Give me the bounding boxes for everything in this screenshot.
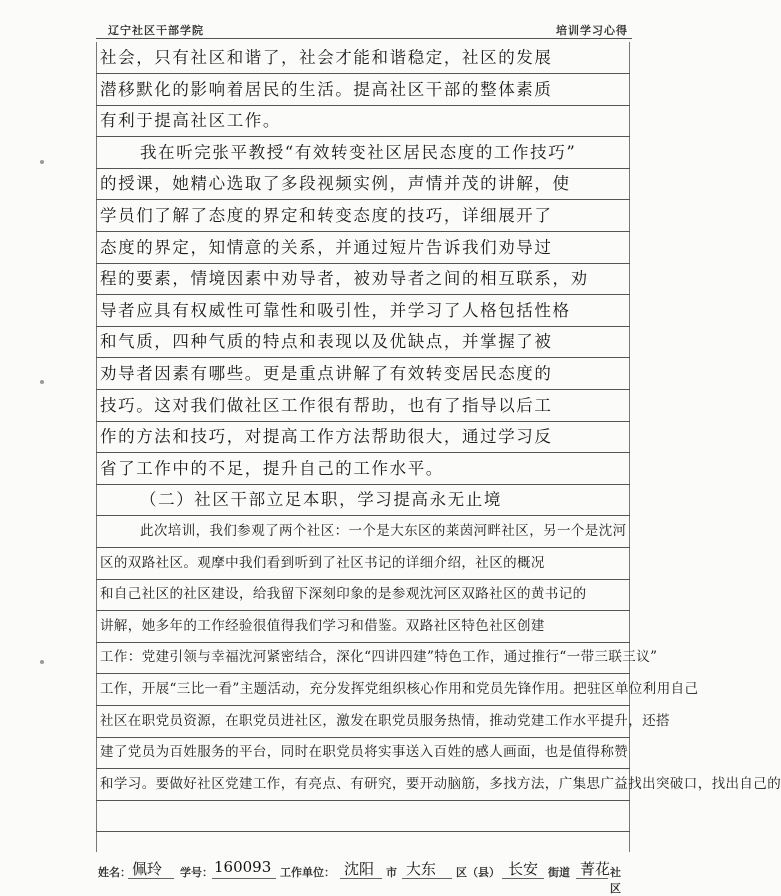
handwritten-line: 讲解，她多年的工作经验很值得我们学习和借鉴。双路社区特色社区创建 bbox=[100, 617, 545, 634]
handwritten-line: 的授课，她精心选取了多段视频实例，声情并茂的讲解，使 bbox=[100, 174, 571, 194]
handwritten-line: （二）社区干部立足本职，学习提高永无止境 bbox=[140, 490, 502, 510]
district-underline bbox=[402, 878, 452, 879]
handwritten-line: 社区在职党员资源，在职党员进社区，激发在职党员服务热情，推动党建工作水平提升，还搭 bbox=[100, 712, 670, 729]
handwritten-line: 技巧。这对我们做社区工作很有帮助，也有了指导以后工 bbox=[100, 395, 553, 415]
student-id-value: 160093 bbox=[214, 858, 272, 876]
handwritten-line: 导者应具有权威性可靠性和吸引性，并学习了人格包括性格 bbox=[100, 300, 571, 320]
street-suffix: 街道 bbox=[548, 866, 570, 879]
student-info-footer bbox=[96, 858, 630, 895]
community-underline bbox=[576, 878, 608, 879]
binding-hole-mark bbox=[40, 660, 44, 664]
handwritten-line: 和学习。要做好社区党建工作，有亮点、有研究，要开动脑筋，多找方法，广集思广益找出突破口，找出自己的 bbox=[100, 775, 781, 792]
institution-title: 辽宁社区干部学院 bbox=[108, 24, 204, 37]
handwritten-line: 工作，开展“三比一看”主题活动，充分发挥党组织核心作用和党员先锋作用。把驻区单位利用自己 bbox=[100, 681, 699, 697]
handwritten-line: 社会，只有社区和谐了，社会才能和谐稳定，社区的发展 bbox=[100, 48, 553, 67]
handwritten-line: 态度的界定，知情意的关系，并通过短片告诉我们劝导过 bbox=[100, 237, 553, 257]
handwritten-line: 有利于提高社区工作。 bbox=[100, 111, 281, 131]
handwritten-line: 工作：党建引领与幸福沈河紧密结合，深化“四讲四建”特色工作，通过推行“一带三联三议” bbox=[100, 649, 658, 666]
handwritten-line: 程的要素，情境因素中劝导者，被劝导者之间的相互联系，劝 bbox=[100, 269, 589, 289]
community-suffix: 社区 bbox=[610, 866, 621, 895]
handwritten-line: 和气质，四种气质的特点和表现以及优缺点，并掌握了被 bbox=[100, 332, 553, 352]
student-id-label: 学号： bbox=[180, 866, 213, 879]
header-rule bbox=[96, 38, 632, 39]
street-underline bbox=[502, 878, 544, 879]
handwritten-line: 作的方法和技巧，对提高工作方法帮助很大，通过学习反 bbox=[100, 427, 553, 447]
binding-hole-mark bbox=[40, 160, 44, 164]
name-underline bbox=[128, 878, 174, 879]
page-header bbox=[0, 0, 650, 40]
street-value: 长安 bbox=[508, 860, 539, 878]
ruled-line bbox=[96, 831, 630, 832]
handwritten-line: 建了党员为百姓服务的平台，同时在职党员将实事送入百姓的感人画面，也是值得称赞 bbox=[100, 744, 629, 761]
name-value: 佩玲 bbox=[132, 860, 163, 878]
city-underline bbox=[340, 878, 382, 879]
handwritten-line: 省了工作中的不足，提升自己的工作水平。 bbox=[100, 458, 444, 478]
ruled-line bbox=[96, 800, 630, 801]
city-value: 沈阳 bbox=[344, 860, 375, 878]
district-value: 大东 bbox=[406, 860, 437, 878]
work-unit-label: 工作单位： bbox=[280, 866, 335, 879]
binding-hole-mark bbox=[40, 380, 44, 384]
community-value: 菁花 bbox=[580, 860, 611, 878]
handwritten-line: 区的双路社区。观摩中我们看到听到了社区书记的详细介绍，社区的概况 bbox=[100, 554, 545, 571]
handwritten-line: 学员们了解了态度的界定和转变态度的技巧，详细展开了 bbox=[100, 206, 553, 225]
document-type-title: 培训学习心得 bbox=[556, 24, 628, 37]
district-suffix: 区（县） bbox=[456, 866, 500, 879]
handwritten-line: 此次培训，我们参观了两个社区：一个是大东区的莱茵河畔社区，另一个是沈河 bbox=[140, 523, 627, 539]
handwritten-line: 潜移默化的影响着居民的生活。提高社区干部的整体素质 bbox=[100, 79, 553, 99]
student-id-underline bbox=[212, 878, 276, 879]
handwritten-line: 我在听完张平教授“有效转变社区居民态度的工作技巧” bbox=[140, 142, 577, 162]
name-label: 姓名： bbox=[98, 866, 131, 879]
city-suffix: 市 bbox=[386, 866, 397, 879]
handwritten-line: 劝导者因素有哪些。更是重点讲解了有效转变居民态度的 bbox=[100, 364, 553, 383]
handwritten-line: 和自己社区的社区建设，给我留下深刻印象的是参观沈河区双路社区的黄书记的 bbox=[100, 586, 587, 603]
